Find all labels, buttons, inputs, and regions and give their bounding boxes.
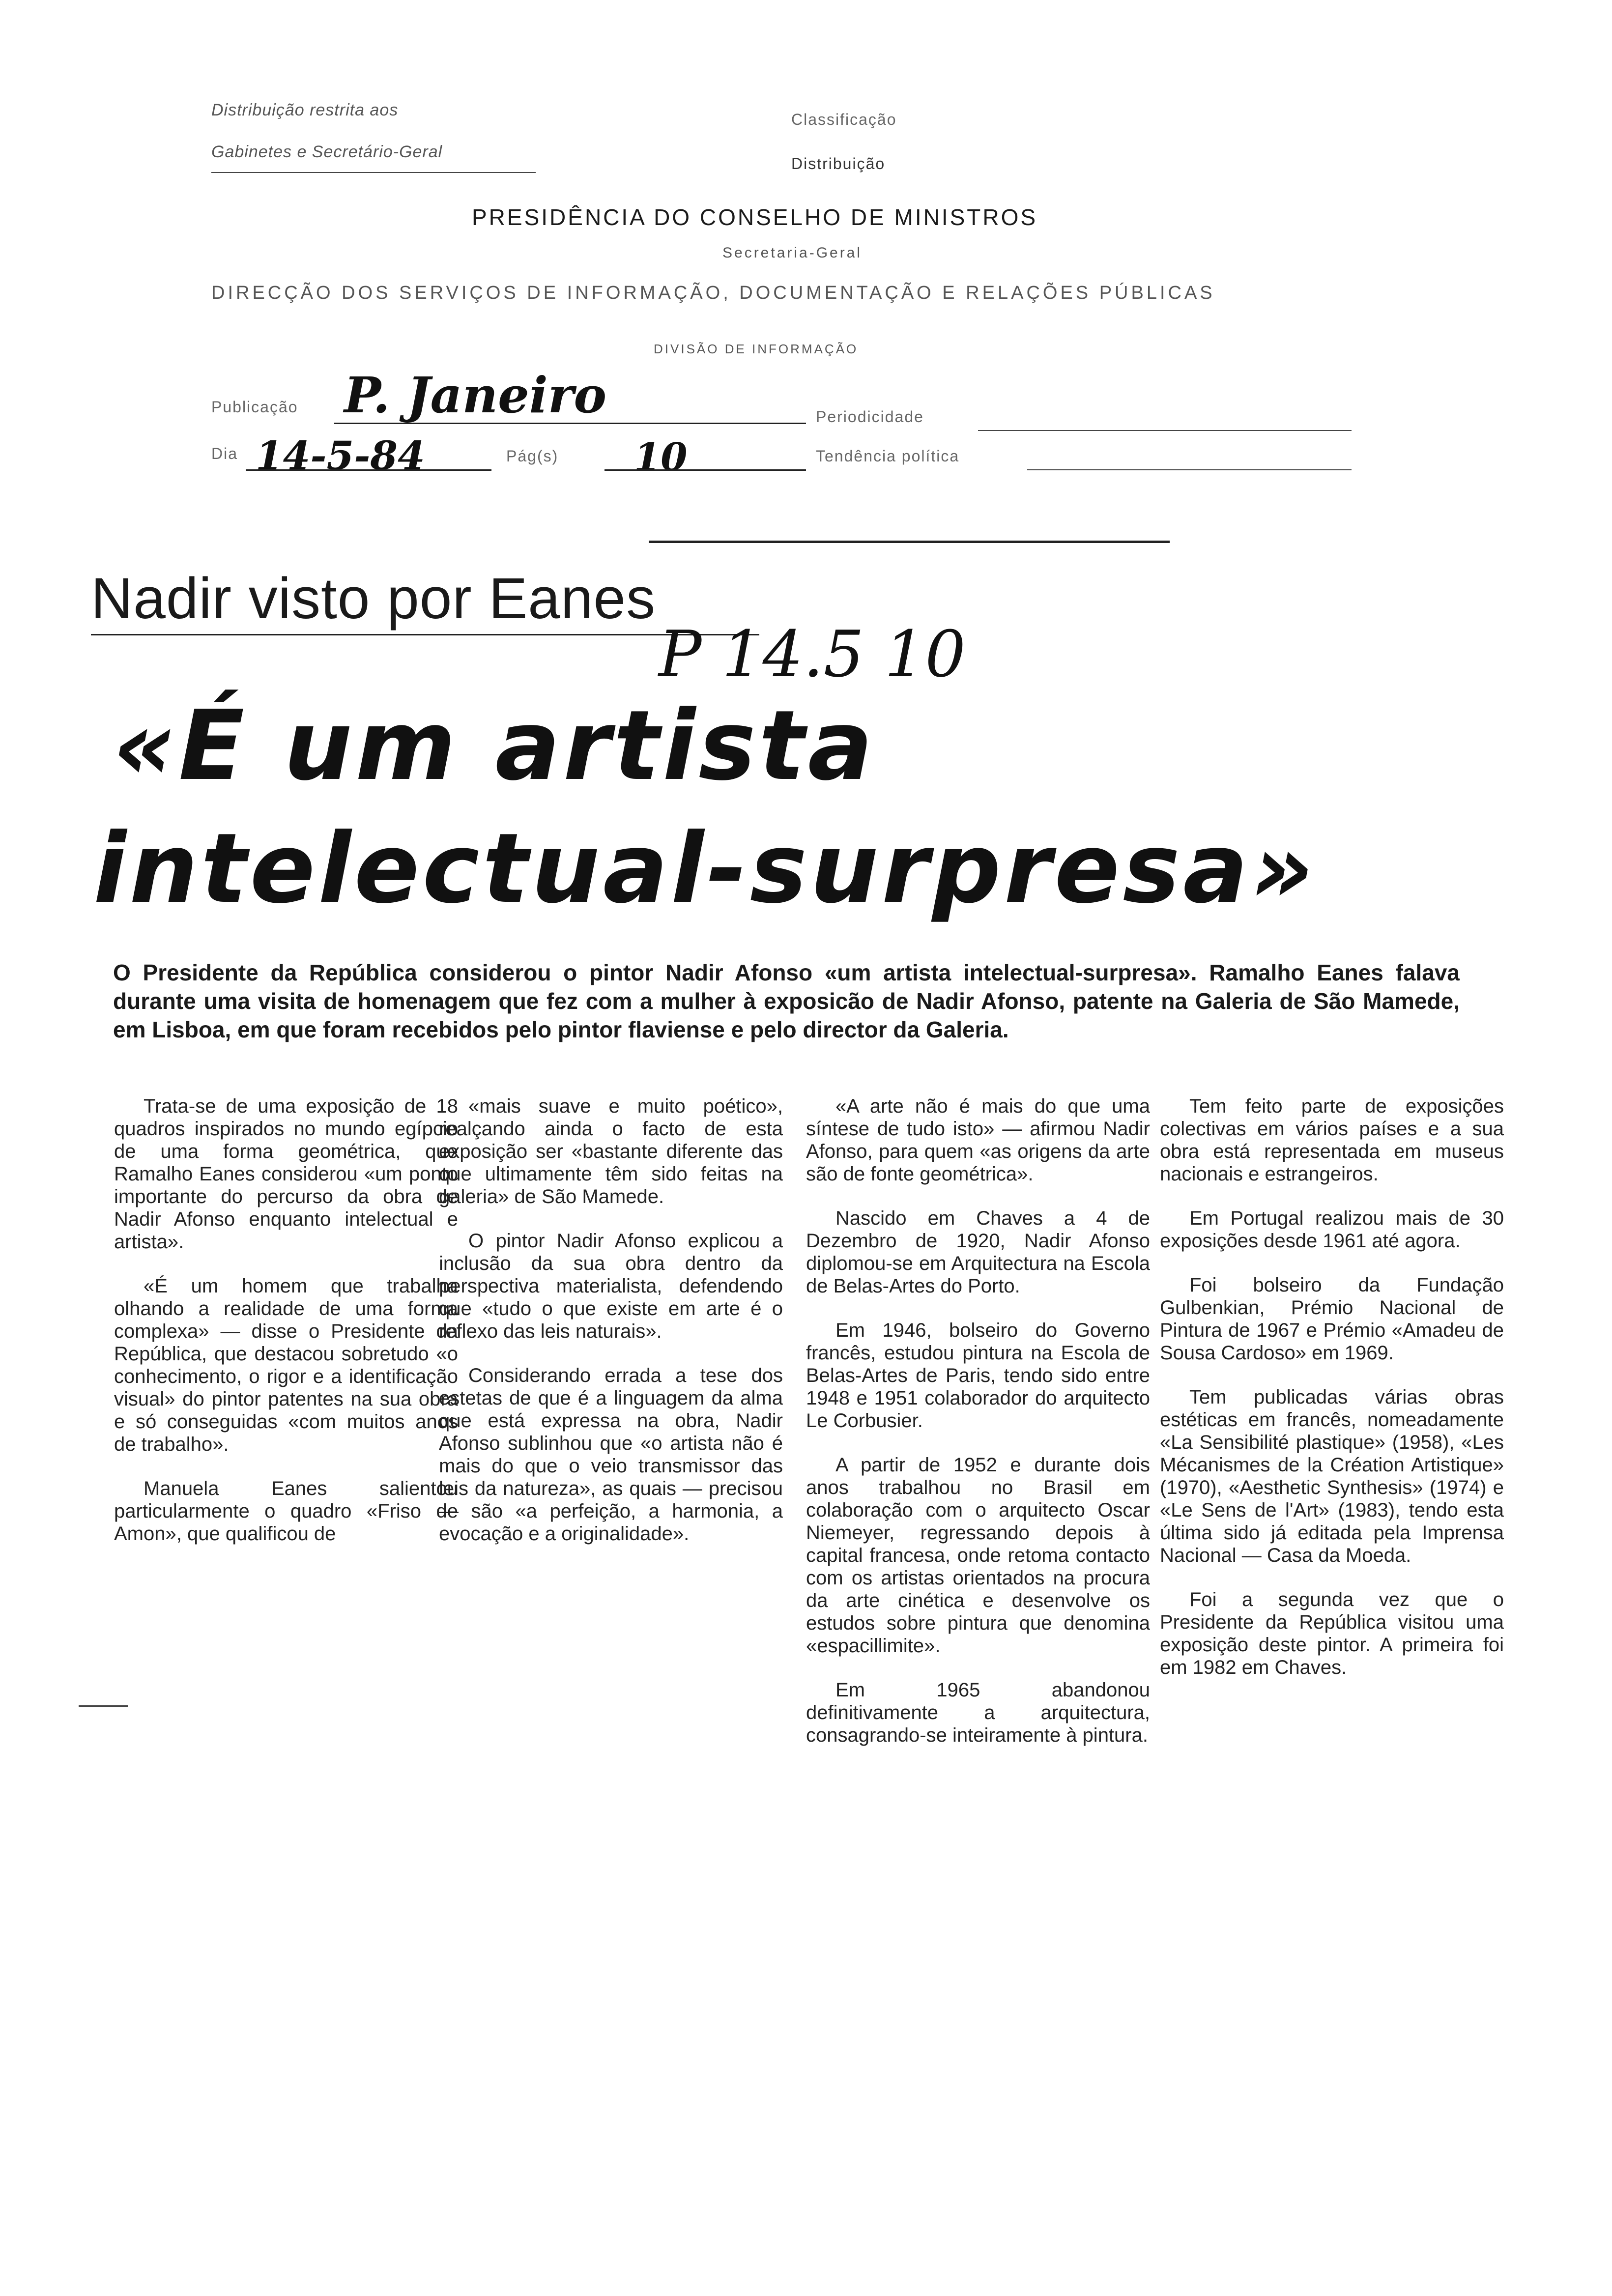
article-column-2 <box>439 1095 783 1567</box>
column-paragraph: Manuela Eanes salientou particularmente o quadro «Friso de Amon», que qualificou de <box>114 1478 458 1545</box>
secretariat-subtitle: Secretaria-Geral <box>722 245 863 261</box>
pages-value: 10 <box>634 435 688 480</box>
periodicity-line <box>978 430 1352 431</box>
tendency-line <box>1027 469 1352 470</box>
column-paragraph: «A arte não é mais do que uma síntese de tudo isto» — afirmou Nadir Afonso, para quem «as origens da arte são de fonte geométrica». <box>806 1095 1150 1185</box>
column-paragraph: Em Portugal realizou mais de 30 exposições desde 1961 até agora. <box>1160 1207 1504 1252</box>
day-line <box>246 469 491 471</box>
article-lead: O Presidente da República considerou o pintor Nadir Afonso «um artista intelectual-surpresa». Ramalho Eanes falava durante uma visita de homenagem que fez com a mulher à exposicão de Nadir Afonso, patente na Galeria de São Mamede, em Lisboa, em que foram recebidos pelo pintor flaviense e pelo director da Galeria. <box>113 960 1460 1042</box>
column-paragraph: A partir de 1952 e durante dois anos trabalhou no Brasil em colaboração com o arquitecto Oscar Niemeyer, regressando depois à capital francesa, onde retoma contacto com os artistas orientados na procura da arte cinética e desenvolve os estudos sobre pintura que denomina «espacillimite». <box>806 1454 1150 1657</box>
distribution-restriction-line1: Distribuição restrita aos <box>211 101 399 119</box>
publication-label: Publicação <box>211 398 298 416</box>
division-title: DIVISÃO DE INFORMAÇÃO <box>654 342 859 356</box>
column-paragraph: Considerando errada a tese dos estetas de que é a linguagem da alma que está expressa na obra, Nadir Afonso sublinhou que «o artista não é mais do que o veio transmissor das leis da natureza», as quais — precisou — são «a perfeição, a harmonia, a evocação e a originalidade». <box>439 1365 783 1545</box>
tendency-label: Tendência política <box>816 447 960 465</box>
pages-label: Pág(s) <box>506 447 559 465</box>
article-column-4 <box>1160 1095 1504 1700</box>
directorate-title: DIRECÇÃO DOS SERVIÇOS DE INFORMAÇÃO, DOCUMENTAÇÃO E RELAÇÕES PÚBLICAS <box>211 283 1215 303</box>
headline-line2: intelectual-surpresa» <box>93 813 1317 925</box>
publication-value: P. Janeiro <box>344 366 607 424</box>
column-paragraph: Em 1965 abandonou definitivamente a arquitectura, consagrando-se inteiramente à pintura. <box>806 1679 1150 1746</box>
handwritten-annotation: P 14.5 10 <box>659 617 966 691</box>
article-kicker: Nadir visto por Eanes <box>91 566 656 631</box>
column-paragraph: Em 1946, bolseiro do Governo francês, estudou pintura na Escola de Belas-Artes de Paris, tendo sido entre 1948 e 1951 colaborador do arquitecto Le Corbusier. <box>806 1320 1150 1432</box>
column-paragraph: «mais suave e muito poético», realçando ainda o facto de esta exposição ser «bastante diferente das que ultimamente têm sido feitas na galeria» de São Mamede. <box>439 1095 783 1207</box>
institution-title: PRESIDÊNCIA DO CONSELHO DE MINISTROS <box>472 204 1038 230</box>
classification-label: Classificação <box>791 111 897 128</box>
headline-line1: «É um artista <box>113 690 876 802</box>
column-paragraph: Tem publicadas várias obras estéticas em francês, nomeadamente «La Sensibilité plastique» (1958), «Les Mécanismes de la Création Artistique» (1970), «Aesthetic Synthesis» (1974) e «Le Sens de l'Art» (1983), tendo esta última sido já editada pela Imprensa Nacional — Casa da Moeda. <box>1160 1386 1504 1566</box>
column-paragraph: Trata-se de uma exposição de 18 quadros inspirados no mundo egípcio de uma forma geométrica, que Ramalho Eanes considerou «um ponto importante do percurso da obra de Nadir Afonso enquanto intelectual e artista». <box>114 1095 458 1253</box>
column-paragraph: Nascido em Chaves a 4 de Dezembro de 1920, Nadir Afonso diplomou-se em Arquitectura na Escola de Belas-Artes do Porto. <box>806 1207 1150 1297</box>
pages-line <box>604 469 806 471</box>
distribution-label: Distribuição <box>791 155 886 172</box>
column-paragraph: Foi a segunda vez que o Presidente da República visitou uma exposição deste pintor. A primeira foi em 1982 em Chaves. <box>1160 1589 1504 1678</box>
periodicity-label: Periodicidade <box>816 408 924 426</box>
article-column-1 <box>114 1095 458 1567</box>
day-label: Dia <box>211 445 238 462</box>
column-end-mark <box>79 1705 128 1707</box>
article-column-3 <box>806 1095 1150 1768</box>
separator-line <box>649 541 1170 543</box>
column-paragraph: Tem feito parte de exposições colectivas em vários países e a sua obra está representada em museus nacionais e estrangeiros. <box>1160 1095 1504 1185</box>
day-value: 14-5-84 <box>256 432 425 479</box>
column-paragraph: Foi bolseiro da Fundação Gulbenkian, Prémio Nacional de Pintura de 1967 e Prémio «Amadeu de Sousa Cardoso» em 1969. <box>1160 1274 1504 1364</box>
column-paragraph: «É um homem que trabalha olhando a realidade de uma forma complexa» — disse o Presidente da República, que destacou sobretudo «o conhecimento, o rigor e a identificação visual» do pintor patentes na sua obra e só conseguidas «com muitos anos de trabalho». <box>114 1275 458 1455</box>
distribution-restriction-line2: Gabinetes e Secretário-Geral <box>211 143 443 161</box>
divider <box>211 172 536 173</box>
column-paragraph: O pintor Nadir Afonso explicou a inclusão da sua obra dentro da perspectiva materialista, defendendo que «tudo o que existe em arte é o reflexo das leis naturais». <box>439 1230 783 1342</box>
publication-line <box>334 423 806 424</box>
